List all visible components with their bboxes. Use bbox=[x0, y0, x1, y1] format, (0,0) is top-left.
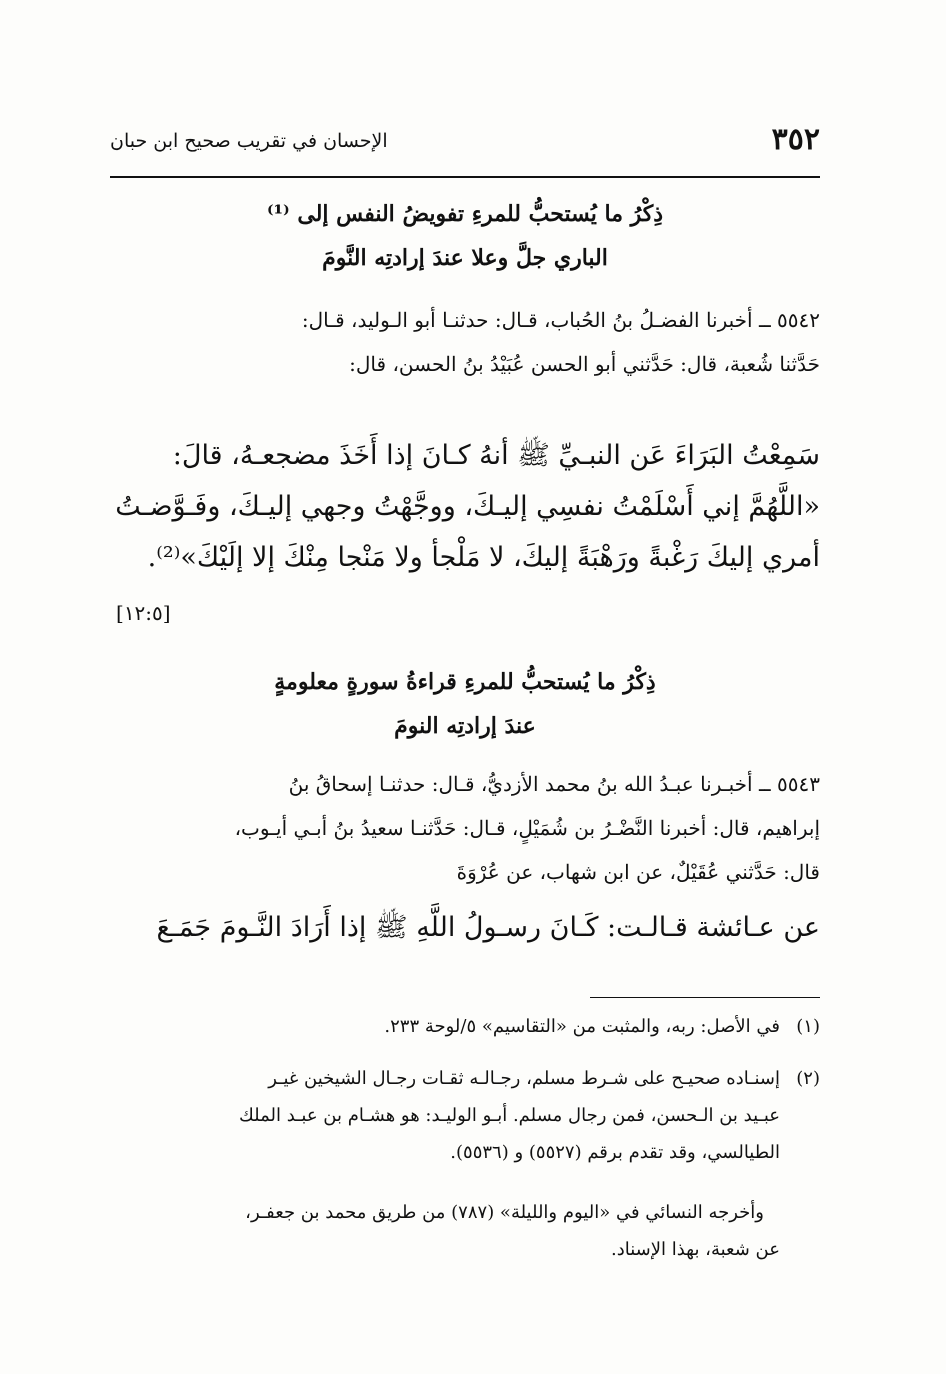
text-line: أمري إليكَ رَغْبةً ورَهْبَةً إليكَ، لا مَلْجأ ولا مَنْجا مِنْكَ إلا إلَيْكَ»⁽²⁾. bbox=[147, 542, 820, 573]
footnote-1 bbox=[110, 1008, 820, 1045]
text-line: «اللَّهُمَّ إني أَسْلَمْتُ نفسِي إليـكَ، ووجَّهْتُ وجهي إليـكَ، وفَـوَّضـتُ bbox=[115, 491, 820, 522]
hadith-chain-5542 bbox=[110, 298, 820, 386]
chapter-heading-1 bbox=[110, 192, 820, 280]
footnote-2 bbox=[110, 1060, 820, 1171]
hadith-reference: [١٢:٥] bbox=[116, 601, 171, 625]
footnote-text: عبـيد بن الـحسن، فمن رجال مسلم. أبـو الوليـد: هو هشـام بن عبـد الملك bbox=[238, 1105, 780, 1126]
text-line: ٥٥٤٢ ــ أخبرنا الفضـلُ بنُ الحُباب، قـال: حدثنـا أبو الـوليد، قـال: bbox=[301, 308, 820, 332]
footnote-text: وأخرجه النسائي في «اليوم والليلة» (٧٨٧) من طريق محمد بن جعفـر، bbox=[245, 1202, 764, 1223]
footnote-text: الطيالسي، وقد تقدم برقم (٥٥٢٧) و (٥٥٣٦). bbox=[450, 1142, 780, 1163]
hadith-text-5542 bbox=[110, 430, 820, 583]
text-line: ٥٥٤٣ ــ أخبـرنا عبـدُ الله بنُ محمد الأزديُّ، قـال: حدثنـا إسحاقُ بنُ bbox=[288, 772, 820, 796]
heading-line: ذِكْرُ ما يُستحبُّ للمرءِ قراءةُ سورةٍ معلومةٍ bbox=[274, 669, 656, 695]
footnote-divider bbox=[590, 997, 820, 998]
footnote-2-continued bbox=[110, 1194, 820, 1268]
footnote-number: (١) bbox=[796, 1016, 820, 1037]
text-line: سَمِعْتُ البَرَاءَ عَن النبـيِّ ﷺ أنهُ كـانَ إذا أَخَذَ مضجعـهُ، قالَ: bbox=[172, 440, 820, 471]
footnote-text: في الأصل: ربه، والمثبت من «التقاسيم» ٥/لوحة ٢٣٣. bbox=[384, 1016, 780, 1037]
page-number: ٣٥٢ bbox=[771, 122, 820, 157]
hadith-chain-5543 bbox=[110, 762, 820, 894]
footnote-text: عن شعبة، بهذا الإسناد. bbox=[610, 1239, 780, 1260]
chapter-heading-2 bbox=[110, 660, 820, 748]
heading-line: عندَ إرادتِه النومَ bbox=[394, 713, 536, 739]
page-header bbox=[110, 122, 820, 172]
hadith-text-5543 bbox=[110, 902, 820, 953]
heading-line: ذِكْرُ ما يُستحبُّ للمرءِ تفويضُ النفس إلى ⁽¹⁾ bbox=[266, 201, 664, 227]
text-line: عن عـائشة قـالـت: كَـانَ رسـولُ اللَّهِ ﷺ إذا أَرَادَ النَّـومَ جَمَـعَ bbox=[156, 912, 820, 943]
header-divider bbox=[110, 176, 820, 178]
running-title: الإحسان في تقريب صحيح ابن حبان bbox=[110, 130, 388, 152]
footnote-text: إسنـاده صحيـح على شـرط مسلم، رجـالـه ثقـات رجـال الشيخين غيـر bbox=[268, 1068, 780, 1089]
text-line: قال: حَدَّثني عُقَيْلٌ، عن ابن شهاب، عن عُرْوَةَ bbox=[456, 860, 820, 884]
footnote-number: (٢) bbox=[796, 1068, 820, 1089]
text-line: حَدَّثنا شُعبة، قال: حَدَّثني أبو الحسن عُبَيْدُ بنُ الحسن، قال: bbox=[349, 352, 820, 376]
text-line: إبراهيم، قال: أخبرنا النَّضْـرُ بن شُمَيْلٍ، قـال: حَدَّثنـا سعيدُ بنُ أبـي أيـوب، bbox=[234, 816, 820, 840]
heading-line: الباري جلَّ وعلا عندَ إرادتِه النَّومَ bbox=[322, 245, 608, 271]
